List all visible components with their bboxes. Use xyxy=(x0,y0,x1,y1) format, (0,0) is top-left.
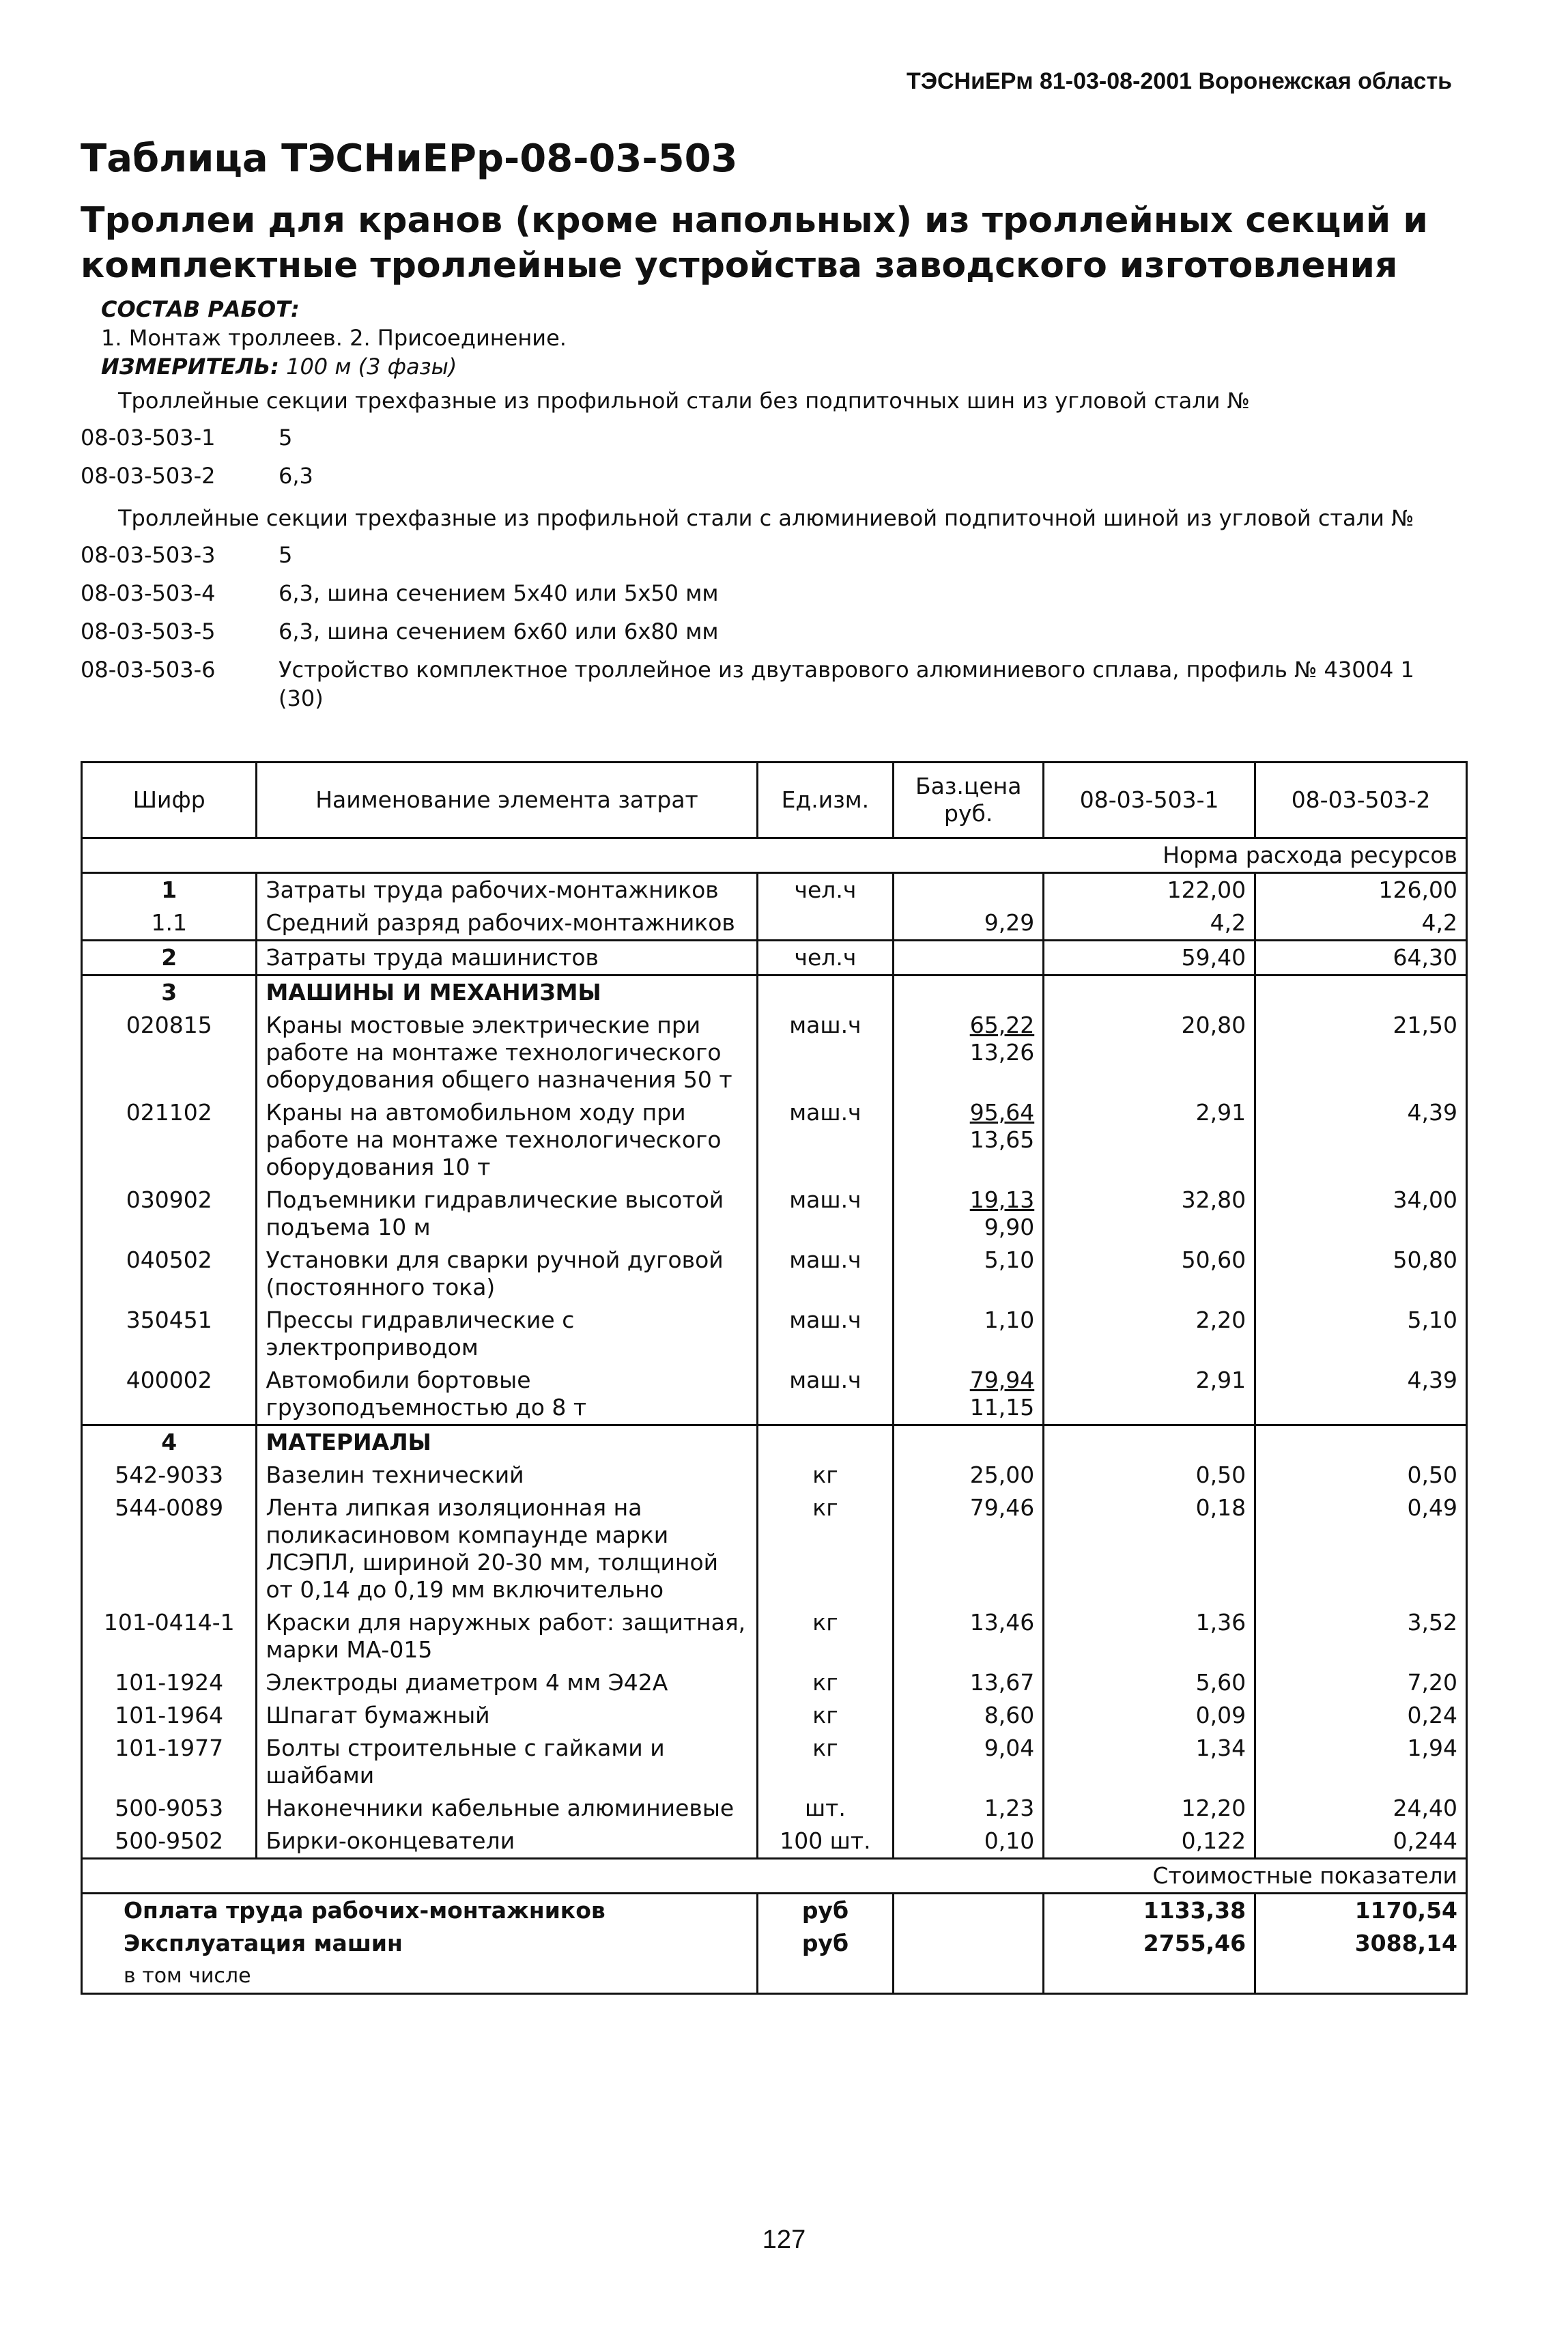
band-row xyxy=(82,838,1467,873)
table-row: 101-1924 Электроды диаметром 4 мм Э42А кг 13,67 5,60 7,20 xyxy=(82,1666,1467,1699)
page-number: 127 xyxy=(762,2225,806,2254)
table-row: 101-1964 Шпагат бумажный кг 8,60 0,09 0,24 xyxy=(82,1699,1467,1732)
table-row: 3 МАШИНЫ И МЕХАНИЗМЫ xyxy=(82,975,1467,1010)
table-row: 4 МАТЕРИАЛЫ xyxy=(82,1425,1467,1459)
header-code: Шифр xyxy=(82,763,257,838)
table-row: 542-9033 Вазелин технический кг 25,00 0,50 0,50 xyxy=(82,1459,1467,1492)
table-row: 544-0089 Лента липкая изоляционная на поликасиновом компаунде марки ЛСЭПЛ, шириной 20-30 мм, толщиной от 0,14 до 0,19 мм включительно кг 79,46 0,18 0,49 xyxy=(82,1492,1467,1606)
header-unit: Ед.изм. xyxy=(757,763,894,838)
header-v2: 08-03-503-2 xyxy=(1255,763,1467,838)
totals-row: Эксплуатация машин руб 2755,46 3088,14 xyxy=(82,1927,1467,1960)
table-row: 500-9053 Наконечники кабельные алюминиевые шт. 1,23 12,20 24,40 xyxy=(82,1792,1467,1825)
table-row: 1 Затраты труда рабочих-монтажников чел.ч 122,00 126,00 xyxy=(82,873,1467,907)
group1-caption: Троллейные секции трехфазные из профильной стали без подпиточных шин из угловой стали № xyxy=(118,388,1250,414)
page-subtitle: Троллеи для кранов (кроме напольных) из троллейных секций и комплектные троллейные устройства заводского изготовления xyxy=(81,200,1428,286)
band-row xyxy=(82,1859,1467,1894)
table-row: 101-0414-1 Краски для наружных работ: защитная, марки МА-015 кг 13,46 1,36 3,52 xyxy=(82,1606,1467,1666)
code-line: 08-03-503-5 6,3, шина сечением 6х60 или 6х80 мм xyxy=(81,618,719,644)
resource-table xyxy=(81,761,1468,1995)
totals-row: Оплата труда рабочих-монтажников руб 1133,38 1170,54 xyxy=(82,1894,1467,1928)
meter-label: ИЗМЕРИТЕЛЬ: xyxy=(101,354,279,380)
running-header: ТЭСНиЕРм 81-03-08-2001 Воронежская область xyxy=(907,68,1452,94)
table-row: 1.1 Средний разряд рабочих-монтажников 9,29 4,2 4,2 xyxy=(82,907,1467,941)
table-row: 020815 Краны мостовые электрические при работе на монтаже технологического оборудования общего назначения 50 т маш.ч 65,22 13,26 20,80 21,50 xyxy=(82,1009,1467,1096)
meter-text: 100 м (3 фазы) xyxy=(286,354,457,380)
table-row: 350451 Прессы гидравлические с электроприводом маш.ч 1,10 2,20 5,10 xyxy=(82,1304,1467,1364)
works-text: 1. Монтаж троллеев. 2. Присоединение. xyxy=(101,325,567,351)
header-name: Наименование элемента затрат xyxy=(257,763,757,838)
table-row: 040502 Установки для сварки ручной дуговой (постоянного тока) маш.ч 5,10 50,60 50,80 xyxy=(82,1244,1467,1304)
band-costs: Стоимостные показатели xyxy=(82,1859,1467,1894)
table-header-row xyxy=(82,763,1467,838)
works-label: СОСТАВ РАБОТ: xyxy=(101,296,300,322)
code-line: 08-03-503-4 6,3, шина сечением 5х40 или 5х50 мм xyxy=(81,580,719,606)
table-row: 101-1977 Болты строительные с гайками и шайбами кг 9,04 1,34 1,94 xyxy=(82,1732,1467,1792)
table-row: 021102 Краны на автомобильном ходу при работе на монтаже технологического оборудования 10 т маш.ч 95,64 13,65 2,91 4,39 xyxy=(82,1096,1467,1184)
group2-caption: Троллейные секции трехфазные из профильной стали с алюминиевой подпиточной шиной из угловой стали № xyxy=(118,505,1414,531)
table-row: 2 Затраты труда машинистов чел.ч 59,40 64,30 xyxy=(82,941,1467,975)
code-line: 08-03-503-6 Устройство комплектное троллейное из двутаврового алюминиевого сплава, профиль № 43004 1 (30) xyxy=(81,657,1414,711)
totals-row: в том числе xyxy=(82,1960,1467,1994)
code-line: 08-03-503-2 6,3 xyxy=(81,463,313,489)
table-row: 400002 Автомобили бортовые грузоподъемностью до 8 т маш.ч 79,94 11,15 2,91 4,39 xyxy=(82,1364,1467,1425)
table-row: 030902 Подъемники гидравлические высотой подъема 10 м маш.ч 19,13 9,90 32,80 34,00 xyxy=(82,1184,1467,1244)
header-price: Баз.цена руб. xyxy=(894,763,1044,838)
header-v1: 08-03-503-1 xyxy=(1044,763,1255,838)
table-row: 500-9502 Бирки-оконцеватели 100 шт. 0,10 0,122 0,244 xyxy=(82,1825,1467,1859)
code-line: 08-03-503-3 5 xyxy=(81,542,293,568)
code-line: 08-03-503-1 5 xyxy=(81,425,293,451)
page-title: Таблица ТЭСНиЕРр-08-03-503 xyxy=(81,137,738,181)
band-resources: Норма расхода ресурсов xyxy=(82,838,1467,873)
intro-section xyxy=(81,295,1446,713)
